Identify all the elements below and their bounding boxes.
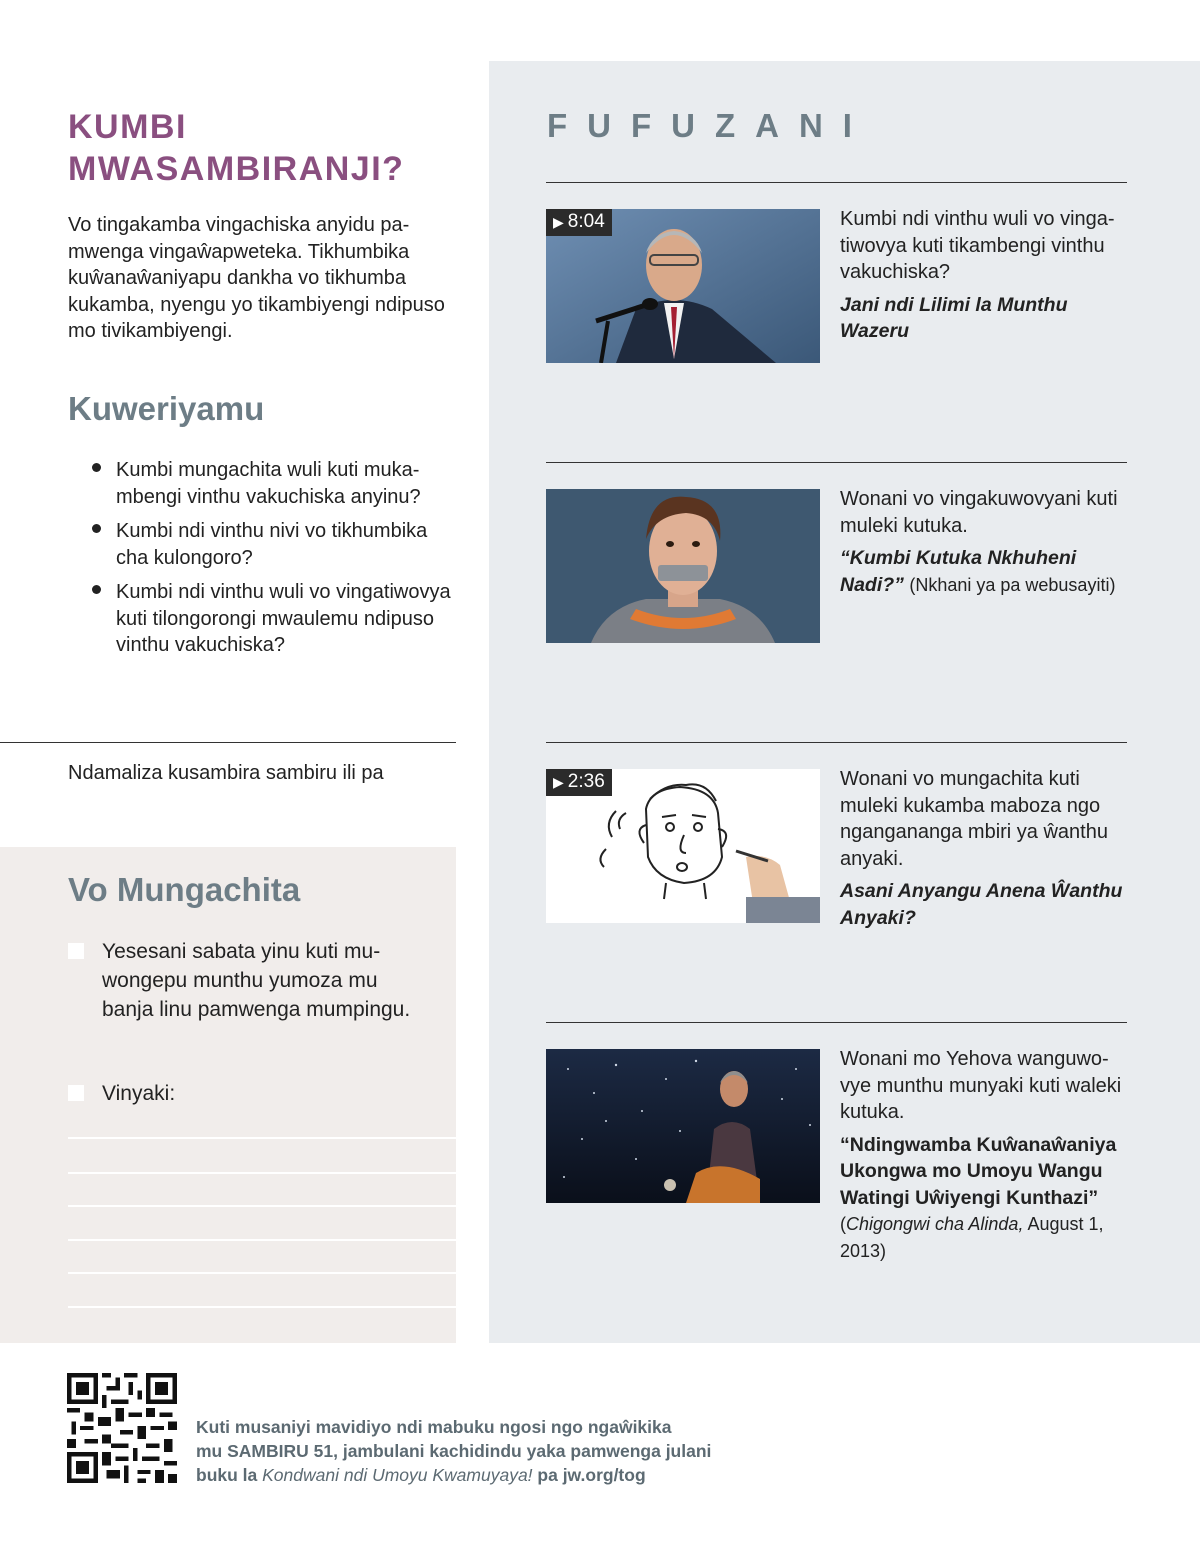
resource-link[interactable]: Asani Anyangu Anena Ŵanthu Anyaki? [840, 880, 1123, 929]
explore-heading: FUFUZANI [547, 107, 872, 144]
review-heading: Kuweriyamu [68, 390, 265, 427]
video-thumbnail-drawing[interactable] [546, 769, 820, 923]
resource-description: Wonani vo mungachita kuti muleki kukamba maboza ngo ngangananga mbiri ya ŵanthu anyaki. Asani Anyangu Anena Ŵanthu Anyaki? [840, 766, 1130, 931]
play-icon: ▶ [553, 214, 564, 230]
writing-line [68, 1205, 456, 1207]
footer-note: Kuti musaniyi mavidiyo ndi mabuku ngosi ngo ngaŵikika mu SAMBIRU 51, jambulani kachidindu yaka pamwenga julani buku la Kondwani ndi Umoyu Kwamuyaya! pa jw.org/tog [196, 1417, 712, 1485]
divider [546, 462, 1127, 463]
writing-line [68, 1172, 456, 1174]
review-question: Kumbi ndi vinthu nivi vo tikhumbika cha kulongoro? [92, 518, 456, 571]
checkbox[interactable] [68, 943, 84, 959]
writing-line [68, 1306, 456, 1308]
review-question: Kumbi mungachita wuli kuti mukambengi vinthu vakuchiska anyinu? [92, 457, 456, 510]
resource-link[interactable]: “Ndingwamba Kuŵanaŵaniya Ukongwa mo Umoyu Wangu Watingi Uŵiyengi Kunthazi” (Chigongwi cha Alinda, August 1, 2013) [840, 1133, 1117, 1261]
todo-heading: Vo Mungachita [68, 871, 301, 908]
taped-mouth-image [546, 489, 820, 643]
resource-description: Wonani vo vingakuwovyani kuti muleki kutuka. “Kumbi Kutuka Nkhuheni Nadi?” (Nkhani ya pa webusayiti) [840, 486, 1130, 598]
todo-item-label: Yesesani sabata yinu kuti muwongepu munthu yumoza mu banja linu pamwenga mumpingu. [102, 940, 411, 1021]
video-thumbnail-speaker[interactable] [546, 209, 820, 363]
todo-panel [0, 847, 456, 1343]
todo-item [68, 1079, 418, 1108]
explore-panel [489, 61, 1200, 1343]
video-duration-badge: ▶ 2:36 [546, 769, 612, 796]
review-question-list [92, 457, 456, 667]
intro-paragraph: Vo tingakamba vingachiska anyidu pamwenga vingaŵapweteka. Tikhumbika kuŵanaŵaniyapu dankha vo tikhumba kukamba, nyengu yo tikambiyengi ndipuso mo tivikambiyengi. [68, 214, 445, 342]
writing-line [68, 1137, 456, 1139]
qr-code-icon[interactable] [67, 1373, 177, 1483]
todo-item-label: Vinyaki: [102, 1082, 176, 1105]
review-question: Kumbi ndi vinthu wuli vo vingatiwovya kuti tilongorongi mwaulemu ndipuso vinthu vakuchiska? [92, 579, 456, 659]
play-icon: ▶ [553, 774, 564, 790]
resource-description: Wonani mo Yehova wanguwovye munthu munyaki kuti waleki kutuka. “Ndingwamba Kuŵanaŵaniya Ukongwa mo Umoyu Wangu Watingi Uŵiyengi Kunthazi” (Chigongwi cha Alinda, August 1, 2013) [840, 1046, 1130, 1264]
bullet-icon [92, 463, 101, 472]
article-thumbnail-night-sky[interactable] [546, 1049, 820, 1203]
divider [546, 1022, 1127, 1023]
page-title: KUMBI MWASAMBIRANJI? [68, 108, 405, 188]
night-sky-image [546, 1049, 820, 1203]
resource-link[interactable]: “Kumbi Kutuka Nkhuheni Nadi?” (Nkhani ya pa webusayiti) [840, 547, 1116, 596]
video-duration-badge: ▶ 8:04 [546, 209, 612, 236]
checkbox[interactable] [68, 1085, 84, 1101]
divider [0, 742, 456, 743]
resource-description: Kumbi ndi vinthu wuli vo vingatiwovya kuti tikambengi vinthu vakuchiska? Jani ndi Lilimi la Munthu Wazeru [840, 206, 1130, 345]
divider [546, 182, 1127, 183]
writing-line [68, 1272, 456, 1274]
todo-item [68, 937, 418, 1024]
article-thumbnail-taped-mouth[interactable] [546, 489, 820, 643]
completed-date-label: Ndamaliza kusambira sambiru ili pa [68, 762, 384, 784]
writing-line [68, 1239, 456, 1241]
resource-link[interactable]: Jani ndi Lilimi la Munthu Wazeru [840, 293, 1068, 342]
bullet-icon [92, 524, 101, 533]
divider [546, 742, 1127, 743]
bullet-icon [92, 585, 101, 594]
lesson-column [0, 0, 456, 1343]
